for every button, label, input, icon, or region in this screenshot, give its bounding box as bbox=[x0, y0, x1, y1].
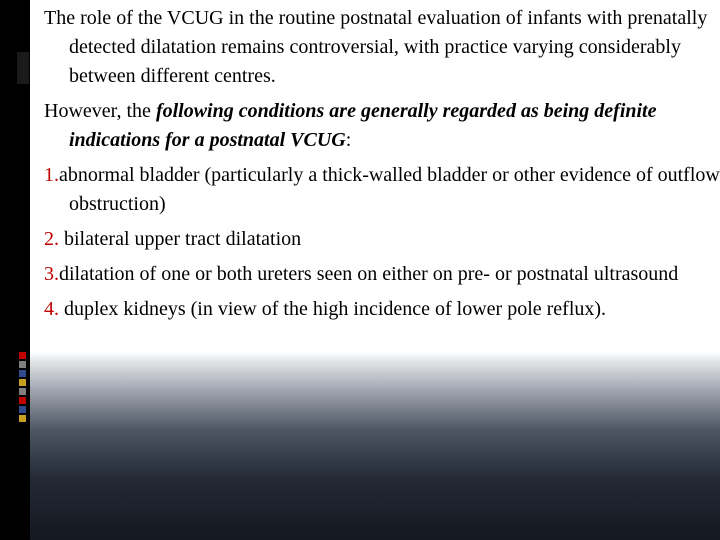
list-number: 1. bbox=[44, 164, 59, 186]
list-item-1 bbox=[44, 161, 720, 219]
list-item-text: abnormal bladder (particularly a thick-walled bladder or other evidence of outflow obstruction) bbox=[59, 164, 720, 215]
color-marker bbox=[19, 370, 26, 377]
color-marker bbox=[19, 352, 26, 359]
intro-text: The role of the VCUG in the routine postnatal evaluation of infants with prenatally detected dilatation remains controversial, with practice varying considerably between different centres. bbox=[44, 7, 708, 87]
slide-marker-block bbox=[17, 52, 29, 84]
list-item-text: dilatation of one or both ureters seen on either on pre- or postnatal ultrasound bbox=[59, 263, 679, 285]
list-item-text: bilateral upper tract dilatation bbox=[59, 228, 302, 250]
list-item-text: duplex kidneys (in view of the high incidence of lower pole reflux). bbox=[59, 298, 607, 320]
indications-prefix: However, the bbox=[44, 100, 156, 122]
list-item-4 bbox=[44, 295, 720, 324]
color-marker bbox=[19, 361, 26, 368]
color-marker bbox=[19, 415, 26, 422]
indications-suffix: : bbox=[345, 129, 352, 151]
list-number: 3. bbox=[44, 263, 59, 285]
list-number: 2. bbox=[44, 228, 59, 250]
indications-heading-paragraph bbox=[44, 97, 720, 155]
color-marker bbox=[19, 397, 26, 404]
intro-paragraph bbox=[44, 4, 720, 91]
color-marker bbox=[19, 388, 26, 395]
list-number: 4. bbox=[44, 298, 59, 320]
list-item-3 bbox=[44, 260, 720, 289]
color-marker bbox=[19, 379, 26, 386]
color-marker bbox=[19, 406, 26, 413]
indications-emphasis: following conditions are generally regarded as being definite indications for a postnatal VCUG bbox=[69, 100, 657, 151]
decorative-color-markers bbox=[19, 352, 26, 424]
list-item-2 bbox=[44, 225, 720, 254]
slide-body-text bbox=[44, 4, 720, 330]
